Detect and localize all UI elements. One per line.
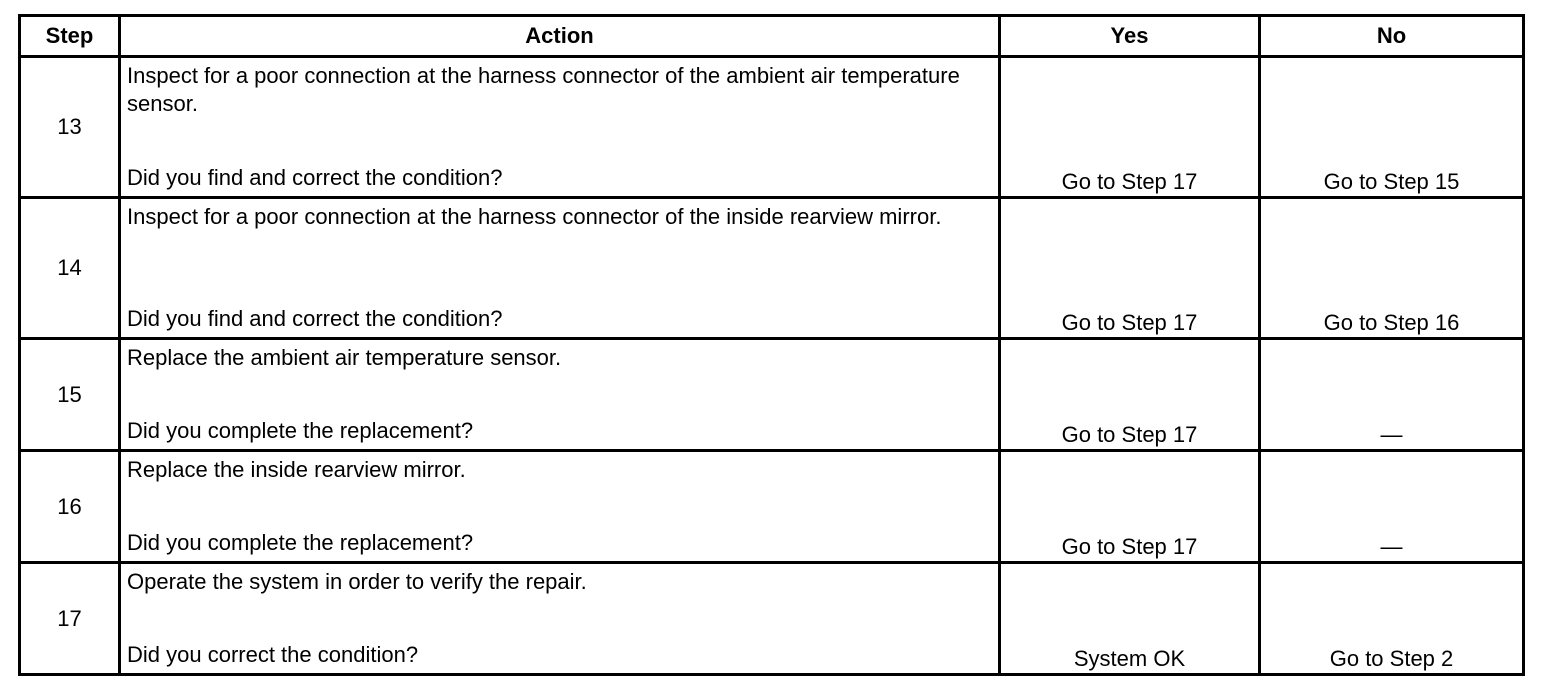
action-cell [120, 198, 1000, 339]
no-result: Go to Step 15 [1260, 57, 1524, 198]
step-number: 13 [20, 57, 120, 198]
table-row [20, 57, 1524, 198]
step-number: 16 [20, 451, 120, 563]
no-result: — [1260, 451, 1524, 563]
yes-result: System OK [1000, 563, 1260, 675]
action-instruction: Inspect for a poor connection at the harness connector of the ambient air temperature sensor. [127, 63, 960, 116]
step-number: 15 [20, 339, 120, 451]
yes-result: Go to Step 17 [1000, 451, 1260, 563]
yes-result: Go to Step 17 [1000, 57, 1260, 198]
no-result: Go to Step 2 [1260, 563, 1524, 675]
action-instruction: Replace the inside rearview mirror. [127, 457, 466, 482]
step-number: 14 [20, 198, 120, 339]
action-question: Did you correct the condition? [127, 642, 419, 667]
table-row [20, 339, 1524, 451]
table-row [20, 451, 1524, 563]
step-number: 17 [20, 563, 120, 675]
header-step: Step [20, 16, 120, 57]
diagnostic-table [18, 14, 1525, 676]
action-question: Did you complete the replacement? [127, 418, 474, 443]
action-cell [120, 451, 1000, 563]
action-cell [120, 57, 1000, 198]
action-instruction: Operate the system in order to verify the repair. [127, 569, 587, 594]
action-cell [120, 339, 1000, 451]
header-no: No [1260, 16, 1524, 57]
action-question: Did you find and correct the condition? [127, 165, 503, 190]
header-row [20, 16, 1524, 57]
no-result: — [1260, 339, 1524, 451]
action-instruction: Inspect for a poor connection at the harness connector of the inside rearview mirror. [127, 204, 942, 229]
action-cell [120, 563, 1000, 675]
action-question: Did you find and correct the condition? [127, 306, 503, 331]
header-yes: Yes [1000, 16, 1260, 57]
table-row [20, 198, 1524, 339]
action-instruction: Replace the ambient air temperature sensor. [127, 345, 562, 370]
table-row [20, 563, 1524, 675]
yes-result: Go to Step 17 [1000, 198, 1260, 339]
no-result: Go to Step 16 [1260, 198, 1524, 339]
yes-result: Go to Step 17 [1000, 339, 1260, 451]
header-action: Action [120, 16, 1000, 57]
action-question: Did you complete the replacement? [127, 530, 474, 555]
